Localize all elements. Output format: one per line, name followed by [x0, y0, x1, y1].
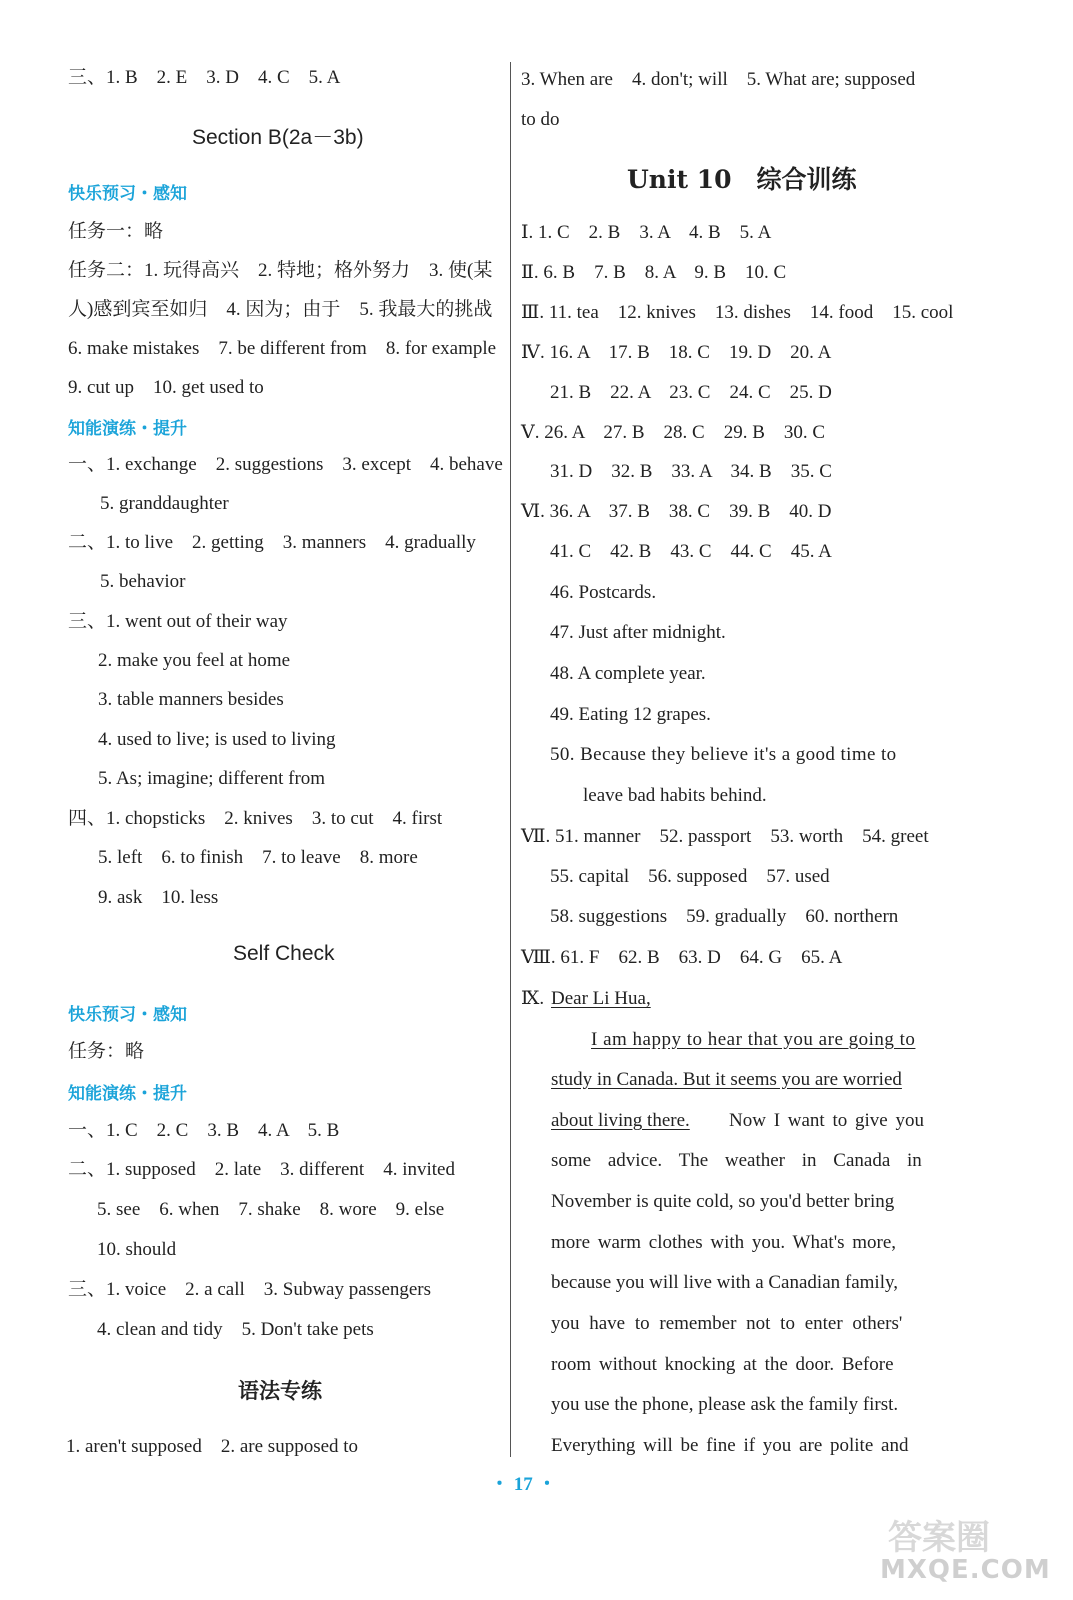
answer-line: 任务：略	[68, 1041, 145, 1062]
answer-line: 47. Just after midnight.	[550, 622, 726, 643]
unit-title: Unit 10 综合训练	[627, 165, 857, 194]
answer-line: 46. Postcards.	[550, 582, 657, 603]
answer-line: 3. table manners besides	[98, 689, 284, 710]
essay-line: because you will live with a Canadian family,	[551, 1272, 899, 1293]
answer-line: Ⅴ. 26. A 27. B 28. C 29. B 30. C	[521, 422, 826, 443]
essay-line: room without knocking at the door. Before	[551, 1354, 894, 1375]
answer-line: 任务一：略	[68, 221, 164, 242]
answer-line: leave bad habits behind.	[583, 785, 767, 806]
section-title: Self Check	[233, 942, 335, 965]
section-title: Section B(2a－3b)	[192, 126, 364, 149]
answer-line: 三、1. voice 2. a call 3. Subway passengers	[68, 1279, 432, 1300]
section-label: 快乐预习・感知	[68, 184, 187, 204]
answer-line: 4. used to live; is used to living	[98, 729, 336, 750]
essay-line: Now I want to give you	[729, 1110, 924, 1131]
page-number: ・ 17 ・	[490, 1474, 557, 1495]
essay-line: more warm clothes with you. What's more,	[551, 1232, 897, 1253]
answer-line: 9. ask 10. less	[98, 887, 219, 908]
answer-line: 5. granddaughter	[100, 493, 229, 514]
answer-line: Ⅱ. 6. B 7. B 8. A 9. B 10. C	[521, 262, 787, 283]
essay-line: you have to remember not to enter others'	[551, 1313, 903, 1334]
answer-line: 5. see 6. when 7. shake 8. wore 9. else	[97, 1199, 445, 1220]
answer-line: 4. clean and tidy 5. Don't take pets	[97, 1319, 374, 1340]
watermark-logo	[880, 1510, 1060, 1585]
watermark-cn: 答案圈	[888, 1518, 990, 1558]
answer-line: 5. left 6. to finish 7. to leave 8. more	[98, 847, 418, 868]
answer-line: 三、1. B 2. E 3. D 4. C 5. A	[68, 67, 341, 88]
essay-line: Everything will be fine if you are polite and	[551, 1435, 909, 1456]
answer-line: 1. aren't supposed 2. are supposed to	[66, 1436, 359, 1457]
answer-line: 任务二：1. 玩得高兴 2. 特地；格外努力 3. 使(某	[68, 260, 493, 281]
answer-line: 四、1. chopsticks 2. knives 3. to cut 4. first	[68, 808, 443, 829]
section-title: 语法专练	[238, 1379, 322, 1403]
answer-line: 10. should	[97, 1239, 177, 1260]
answer-line: 50. Because they believe it's a good time to	[550, 744, 897, 765]
answer-line: 48. A complete year.	[550, 663, 706, 684]
essay-line: I am happy to hear that you are going to	[591, 1029, 916, 1050]
essay-line: you use the phone, please ask the family first.	[551, 1394, 899, 1415]
answer-line: 2. make you feel at home	[98, 650, 291, 671]
section-label: 知能演练・提升	[68, 1084, 187, 1104]
answer-line: 一、1. C 2. C 3. B 4. A 5. B	[68, 1120, 340, 1141]
answer-line: Ⅶ. 51. manner 52. passport 53. worth 54. greet	[521, 826, 929, 847]
section-label: 快乐预习・感知	[68, 1005, 187, 1025]
answer-line: 55. capital 56. supposed 57. used	[550, 866, 830, 887]
column-divider	[510, 62, 511, 1457]
answer-line: 6. make mistakes 7. be different from 8. for example	[68, 338, 497, 359]
essay-line: about living there.	[551, 1110, 690, 1131]
essay-greeting: Dear Li Hua,	[551, 988, 651, 1009]
answer-line: Ⅷ. 61. F 62. B 63. D 64. G 65. A	[521, 947, 843, 968]
answer-line: 一、1. exchange 2. suggestions 3. except 4. behave	[68, 454, 503, 475]
answer-line: Ⅵ. 36. A 37. B 38. C 39. B 40. D	[521, 501, 832, 522]
answer-line: 二、1. to live 2. getting 3. manners 4. gradually	[68, 532, 476, 553]
answer-line: to do	[521, 109, 560, 130]
answer-line: 41. C 42. B 43. C 44. C 45. A	[550, 541, 832, 562]
answer-line: Ⅰ. 1. C 2. B 3. A 4. B 5. A	[521, 222, 772, 243]
answer-line: 二、1. supposed 2. late 3. different 4. invited	[68, 1159, 455, 1180]
answer-line: 49. Eating 12 grapes.	[550, 704, 711, 725]
answer-line: 21. B 22. A 23. C 24. C 25. D	[550, 382, 832, 403]
essay-line: November is quite cold, so you'd better bring	[551, 1191, 895, 1212]
essay-line: study in Canada. But it seems you are worried	[551, 1069, 902, 1090]
essay-label: Ⅸ.	[521, 988, 545, 1009]
answer-line: Ⅲ. 11. tea 12. knives 13. dishes 14. food 15. cool	[521, 302, 954, 323]
watermark-en: MXQE.COM	[880, 1555, 1051, 1585]
answer-line: Ⅳ. 16. A 17. B 18. C 19. D 20. A	[521, 342, 832, 363]
answer-line: 人)感到宾至如归 4. 因为；由于 5. 我最大的挑战	[68, 299, 493, 320]
section-label: 知能演练・提升	[68, 419, 187, 439]
answer-line: 3. When are 4. don't; will 5. What are; supposed	[521, 69, 916, 90]
answer-line: 5. As; imagine; different from	[98, 768, 326, 789]
answer-line: 5. behavior	[100, 571, 186, 592]
essay-line: some advice. The weather in Canada in	[551, 1150, 922, 1171]
answer-line: 31. D 32. B 33. A 34. B 35. C	[550, 461, 832, 482]
answer-line: 三、1. went out of their way	[68, 611, 288, 632]
answer-line: 9. cut up 10. get used to	[68, 377, 264, 398]
answer-line: 58. suggestions 59. gradually 60. northern	[550, 906, 899, 927]
